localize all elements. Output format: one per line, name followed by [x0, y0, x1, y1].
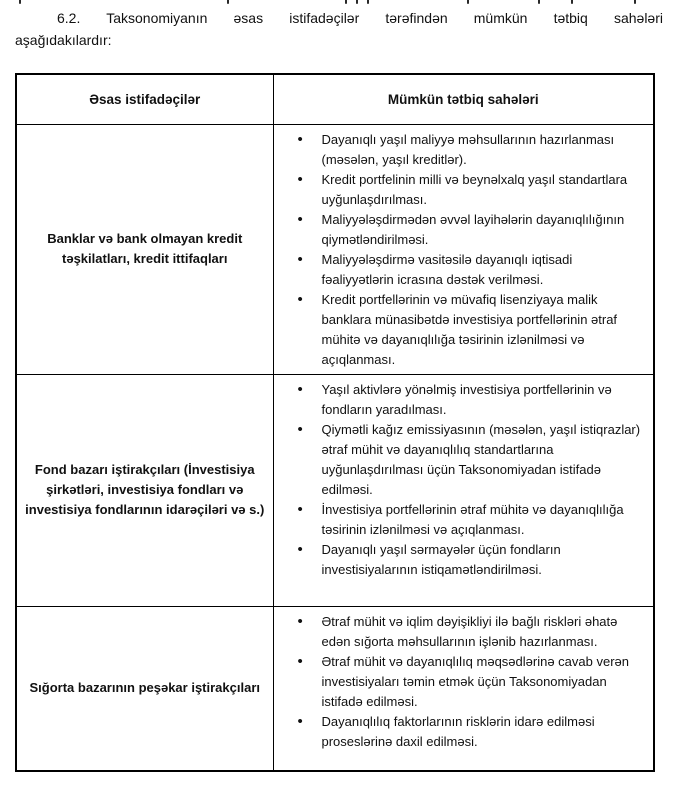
bullet-item: • Maliyyələşdirmədən əvvəl layihələrin dayanıqlılığının qiymətləndirilməsi. [298, 210, 646, 250]
table-row-banks [16, 124, 654, 374]
bullet-item: • Dayanıqlı yaşıl maliyyə məhsullarının hazırlanması (məsələn, yaşıl kreditlər). [298, 130, 646, 170]
apps-cell-fund-market [273, 374, 654, 606]
bullet-item: • Qiymətli kağız emissiyasının (məsələn, yaşıl istiqrazlar) ətraf mühit və dayanıqlılıq standartlarına uyğunlaşdırılması üçün Taksonomiyadan istifadə edilməsi. [298, 420, 646, 500]
bullet-item: • Yaşıl aktivlərə yönəlmiş investisiya portfellərinin və fondların yaradılması. [298, 380, 646, 420]
apps-cell-insurance [273, 606, 654, 771]
table-row-fund-market [16, 374, 654, 606]
applications-table [15, 73, 655, 772]
bullet-item: • Ətraf mühit və iqlim dəyişikliyi ilə bağlı riskləri əhatə edən sığorta məhsullarının işlənib hazırlanması. [298, 612, 646, 652]
table-header-applications: Mümkün tətbiq sahələri [273, 74, 654, 124]
bullet-item: • Kredit portfellərinin və müvafiq lisenziyaya malik banklara münasibətdə investisiya portfellərinin ətraf mühitə və dayanıqlılığa təsirinin izlənilməsi və açıqlanması. [298, 290, 646, 370]
bullet-list-fund-market [274, 380, 646, 580]
clipped-previous-line [15, 0, 663, 5]
user-cell-fund-market: Fond bazarı iştirakçıları (İnvestisiya şirkətləri, investisiya fondları və investisiya fondlarının idarəçiləri və s.) [16, 374, 273, 606]
table-header-users: Əsas istifadəçilər [16, 74, 273, 124]
table-header-row [16, 74, 654, 124]
bullet-item: • Ətraf mühit və dayanıqlılıq məqsədlərinə cavab verən investisiyaları təmin etmək üçün Taksonomiyadan istifadə edilməsi. [298, 652, 646, 712]
table-row-insurance [16, 606, 654, 771]
intro-paragraph-line1: 6.2. Taksonomiyanın əsas istifadəçilər tərəfindən mümkün tətbiq sahələri [57, 10, 663, 26]
bullet-list-insurance [274, 612, 646, 752]
bullet-item: • Dayanıqlılıq faktorlarının risklərin idarə edilməsi proseslərinə daxil edilməsi. [298, 712, 646, 752]
bullet-item: • Maliyyələşdirmə vasitəsilə dayanıqlı iqtisadi fəaliyyətlərin icrasına dəstək verilməsi. [298, 250, 646, 290]
user-cell-insurance: Sığorta bazarının peşəkar iştirakçıları [16, 606, 273, 771]
apps-cell-banks [273, 124, 654, 374]
bullet-list-banks [274, 130, 646, 370]
bullet-item: • Dayanıqlı yaşıl sərmayələr üçün fondların investisiyalarının istiqamətləndirilməsi. [298, 540, 646, 580]
user-cell-banks: Banklar və bank olmayan kredit təşkilatları, kredit ittifaqları [16, 124, 273, 374]
intro-paragraph [15, 7, 663, 51]
bullet-item: • Kredit portfelinin milli və beynəlxalq yaşıl standartlara uyğunlaşdırılması. [298, 170, 646, 210]
bullet-item: • İnvestisiya portfellərinin ətraf mühitə və dayanıqlılığa təsirinin izlənilməsi və açıqlanması. [298, 500, 646, 540]
intro-paragraph-line2: aşağıdakılardır: [15, 32, 112, 48]
